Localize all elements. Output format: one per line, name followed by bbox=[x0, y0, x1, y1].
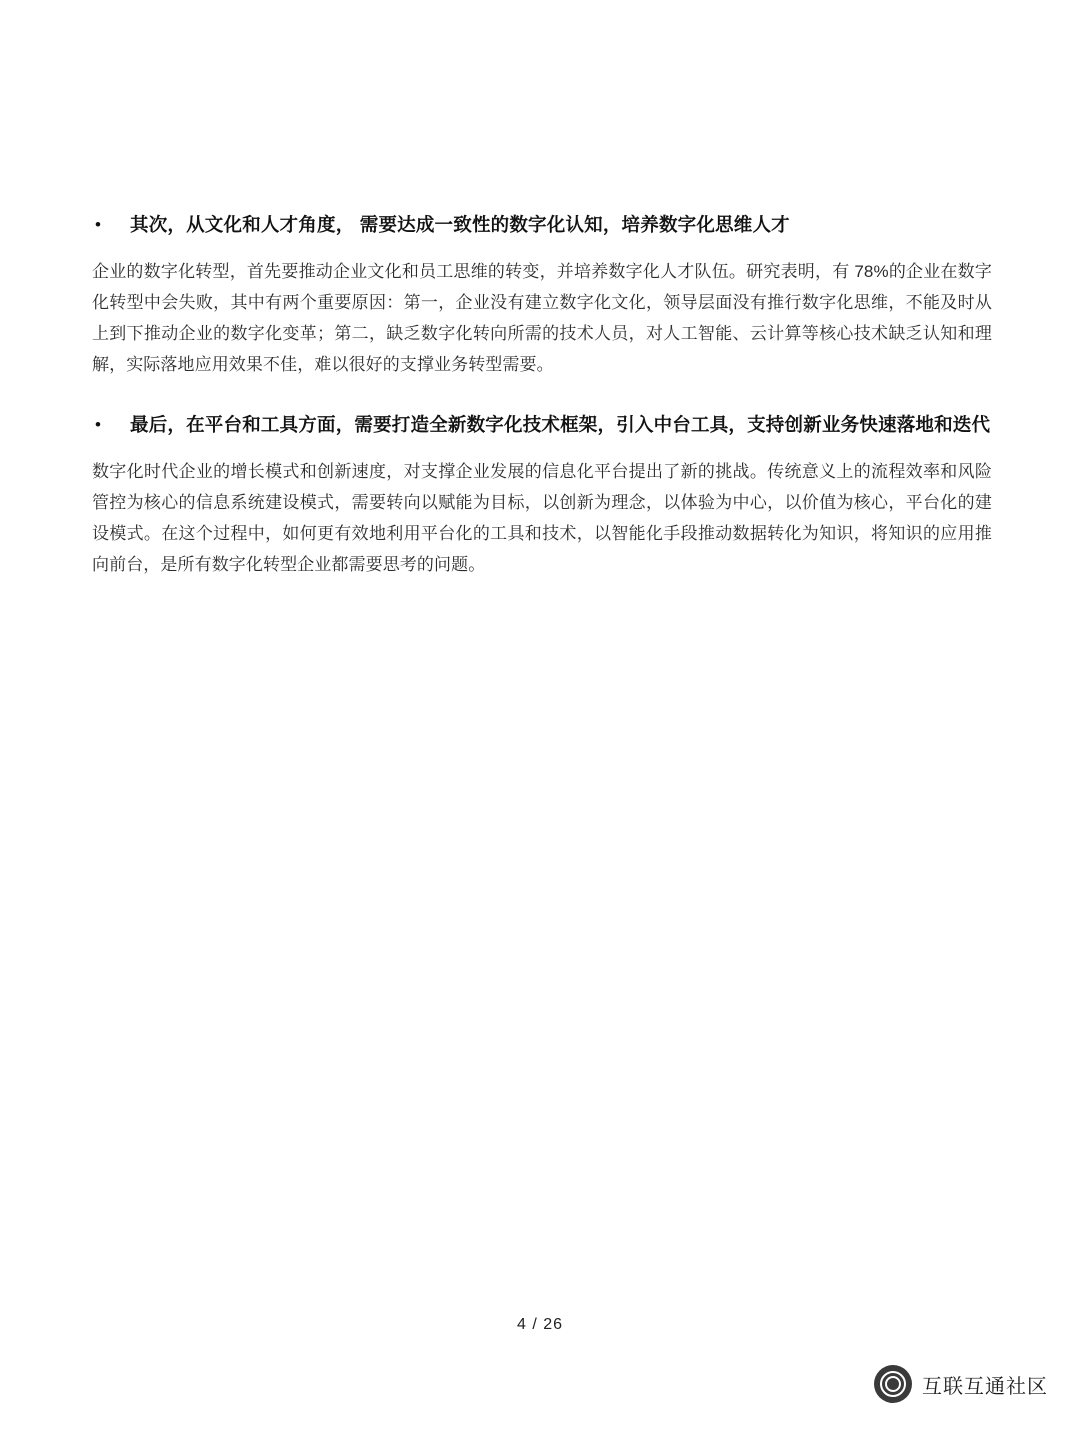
bullet-dot-icon: • bbox=[95, 415, 101, 434]
circular-logo-icon bbox=[874, 1365, 912, 1403]
bullet-heading-1 bbox=[92, 210, 992, 240]
section-heading-2: 最后，在平台和工具方面，需要打造全新数字化技术框架，引入中台工具，支持创新业务快速落地和迭代 bbox=[130, 414, 991, 435]
page-number: 4 / 26 bbox=[516, 1316, 564, 1333]
bullet-heading-2 bbox=[92, 410, 992, 440]
watermark-label: 互联互通社区 bbox=[922, 1375, 1048, 1398]
section-paragraph-2: 数字化时代企业的增长模式和创新速度，对支撑企业发展的信息化平台提出了新的挑战。传统意义上的流程效率和风险管控为核心的信息系统建设模式，需要转向以赋能为目标，以创新为理念，以体验为中心，以价值为核心，平台化的建设模式。在这个过程中，如何更有效地利用平台化的工具和技术，以智能化手段推动数据转化为知识，将知识的应用推向前台，是所有数字化转型企业都需要思考的问题。 bbox=[92, 462, 992, 574]
section-paragraph-1: 企业的数字化转型，首先要推动企业文化和员工思维的转变，并培养数字化人才队伍。研究表明，有 78%的企业在数字化转型中会失败，其中有两个重要原因：第一，企业没有建立数字化文化，领导层面没有推行数字化思维，不能及时从上到下推动企业的数字化变革；第二，缺乏数字化转向所需的技术人员，对人工智能、云计算等核心技术缺乏认知和理解，实际落地应用效果不佳，难以很好的支撑业务转型需要。 bbox=[92, 262, 992, 374]
watermark-badge bbox=[866, 1359, 1058, 1409]
document-content bbox=[92, 210, 992, 580]
bullet-dot-icon: • bbox=[95, 215, 101, 234]
section-heading-1: 其次，从文化和人才角度， 需要达成一致性的数字化认知，培养数字化思维人才 bbox=[130, 214, 790, 235]
